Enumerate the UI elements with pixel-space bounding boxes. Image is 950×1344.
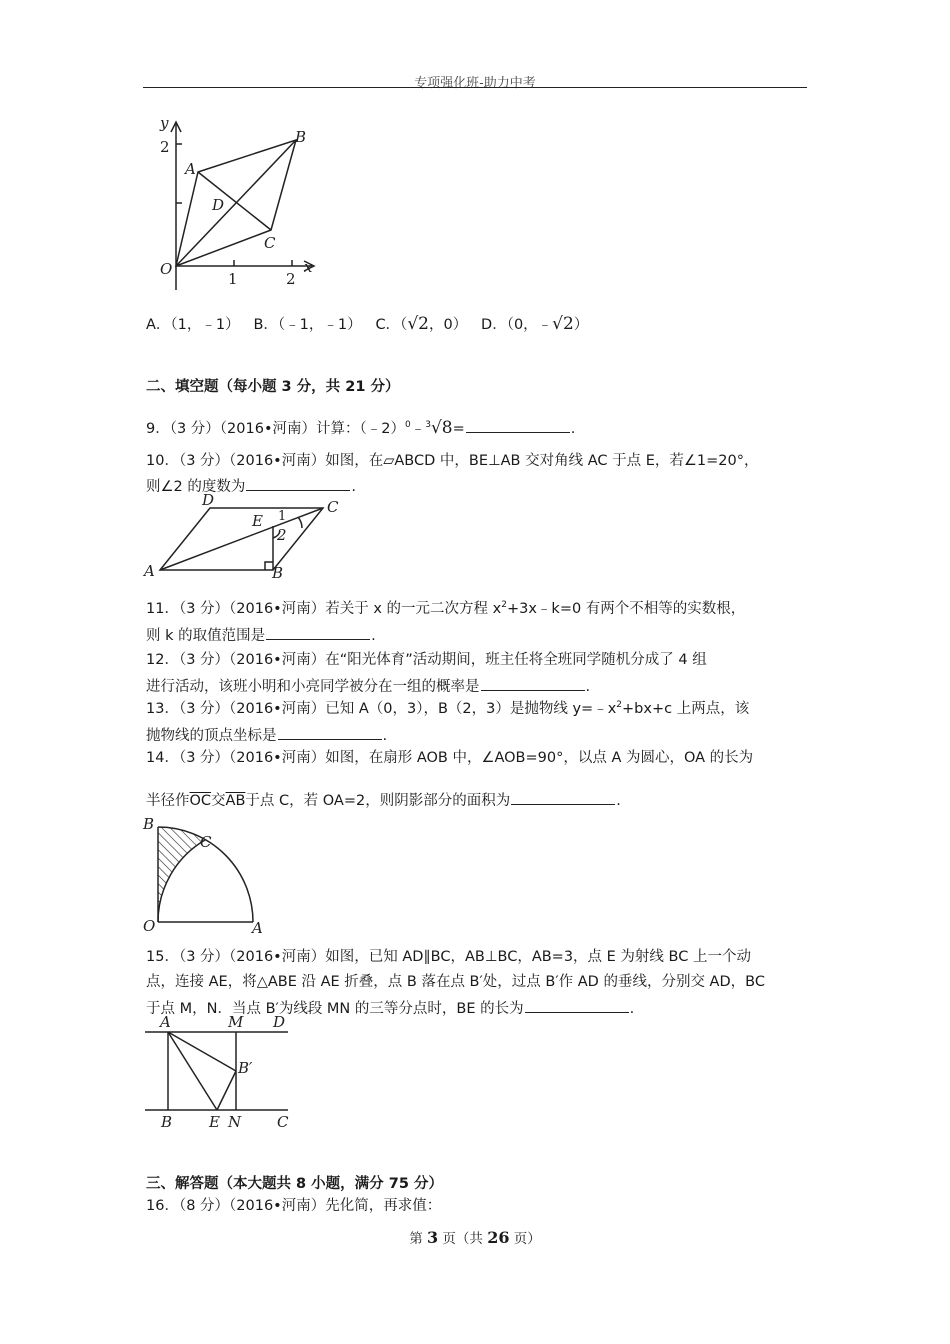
- footer-prefix: 第: [409, 1231, 427, 1247]
- q8-option-d-suffix: ）: [573, 317, 589, 333]
- page-footer: [0, 1227, 950, 1247]
- point-label-d: D: [212, 196, 225, 214]
- q9-answer-blank[interactable]: [466, 418, 570, 433]
- q9-equals: =: [452, 421, 465, 437]
- q13-end: .: [382, 728, 388, 744]
- label-e: E: [209, 1113, 220, 1131]
- q12-line-2: [146, 676, 590, 696]
- segment-ab-prime: [168, 1032, 236, 1071]
- label-o: O: [143, 917, 156, 935]
- q14-line-1: 14．（3 分）（2016•河南）如图，在扇形 AOB 中，∠AOB=90°，以点 A 为圆心，OA 的长为: [146, 750, 754, 766]
- x-tick-label-1: 1: [228, 270, 238, 288]
- segment-ae: [168, 1032, 217, 1110]
- q8-option-c-suffix: ，0）: [428, 317, 468, 333]
- q9-end: .: [570, 421, 576, 437]
- q13-line-2: [146, 725, 387, 745]
- label-b-prime: B′: [238, 1059, 253, 1077]
- point-label-a: A: [185, 160, 196, 178]
- label-d: D: [273, 1013, 286, 1031]
- q11-line-1-prefix: 11．（3 分）（2016•河南）若关于 x 的一元二次方程 x: [146, 601, 502, 617]
- q8-option-c-root: √2: [407, 314, 429, 334]
- label-b: B: [143, 815, 155, 833]
- x-tick-label-2: 2: [286, 270, 296, 288]
- footer-page-number: 3: [427, 1228, 439, 1247]
- q13-exponent: 2: [616, 700, 623, 710]
- shaded-region: [158, 827, 205, 922]
- page-header-title: 专项强化班-助力中考: [414, 76, 536, 91]
- q14-arc-oc: $\overline{OC}$: [189, 793, 212, 809]
- q8-option-c[interactable]: [375, 314, 468, 334]
- label-a: A: [144, 562, 155, 580]
- y-axis-label: y: [160, 114, 169, 132]
- footer-middle: 页（共: [438, 1231, 488, 1247]
- q9-minus: ﹣: [410, 421, 426, 437]
- q8-option-b[interactable]: B．（﹣1，﹣1）: [253, 317, 362, 333]
- q13-line-1-suffix: +bx+c 上两点，该: [622, 701, 750, 717]
- q12-line-2-prefix: 进行活动，该班小明和小亮同学被分在一组的概率是: [146, 679, 480, 695]
- point-label-c: C: [264, 234, 276, 252]
- section-3-title: 三、解答题（本大题共 8 小题，满分 75 分）: [146, 1176, 443, 1192]
- label-c: C: [327, 498, 339, 516]
- label-b: B: [161, 1113, 173, 1131]
- q11-answer-blank[interactable]: [266, 625, 370, 640]
- figure-q15-fold: [140, 1013, 300, 1133]
- q10-line-1: 10．（3 分）（2016•河南）如图，在▱ABCD 中，BE⊥AB 交对角线 AC 于点 E，若∠1=20°，: [146, 453, 759, 469]
- label-angle-2: 2: [277, 526, 287, 544]
- label-c: C: [200, 833, 212, 851]
- q14-line-2: [146, 790, 621, 810]
- label-d: D: [202, 491, 215, 509]
- q8-option-d-prefix: D．（0，﹣: [481, 317, 553, 333]
- figure-q14-sector: [140, 815, 270, 937]
- label-a: A: [252, 919, 263, 937]
- q11-exponent: 2: [501, 600, 507, 610]
- q10-answer-blank[interactable]: [246, 476, 350, 491]
- q8-option-d-root: √2: [552, 314, 574, 334]
- q14-arc-ab: $\overline{AB}$: [225, 793, 246, 809]
- q15-line-3-prefix: 于点 M，N．当点 B′为线段 MN 的三等分点时，BE 的长为: [146, 1001, 524, 1017]
- q14-line-2-a: 半径作: [146, 793, 190, 809]
- point-label-b: B: [295, 128, 307, 146]
- q9-root-index: 3: [425, 420, 431, 430]
- q10-end: .: [351, 479, 356, 495]
- q11-line-1: [146, 600, 745, 618]
- x-axis-label: x: [304, 258, 313, 276]
- q13-line-1: [146, 700, 749, 718]
- q13-line-2-prefix: 抛物线的顶点坐标是: [146, 728, 277, 744]
- q15-line-1: 15．（3 分）（2016•河南）如图，已知 AD∥BC，AB⊥BC，AB=3，点 E 为射线 BC 上一个动: [146, 949, 751, 965]
- q16-line: 16．（8 分）（2016•河南）先化简，再求值：: [146, 1198, 442, 1214]
- q15-answer-blank[interactable]: [525, 998, 629, 1013]
- origin-label: O: [160, 260, 173, 278]
- segment-b-prime-e: [217, 1071, 236, 1110]
- header-divider: [143, 87, 807, 88]
- q11-line-2: [146, 625, 376, 645]
- figure-q10-parallelogram: [140, 492, 350, 584]
- section-2-title: 二、填空题（每小题 3 分，共 21 分）: [146, 379, 400, 395]
- label-n: N: [228, 1113, 242, 1131]
- q12-answer-blank[interactable]: [481, 676, 585, 691]
- q13-line-1-prefix: 13．（3 分）（2016•河南）已知 A（0，3），B（2，3）是抛物线 y=﹣x: [146, 701, 617, 717]
- footer-total-pages: 26: [487, 1228, 510, 1247]
- angle-1-arc: [298, 517, 302, 528]
- q9-root: √8: [430, 418, 453, 438]
- label-c: C: [277, 1113, 289, 1131]
- q14-answer-blank[interactable]: [511, 790, 615, 805]
- q11-line-1-suffix: +3x﹣k=0 有两个不相等的实数根，: [506, 601, 746, 617]
- label-angle-1: 1: [278, 509, 287, 524]
- q9-exponent: 0: [405, 420, 411, 430]
- q14-line-2-c: 于点 C，若 OA=2，则阴影部分的面积为: [245, 793, 511, 809]
- q14-end: .: [616, 793, 621, 809]
- q9-line: [146, 418, 575, 438]
- diagonal-ac: [198, 172, 271, 230]
- figure-q8-coordinate-diagram: [140, 112, 330, 302]
- q13-answer-blank[interactable]: [278, 725, 382, 740]
- q12-end: .: [585, 679, 591, 695]
- q8-option-c-prefix: C．（: [375, 317, 408, 333]
- q9-prefix: 9．（3 分）（2016•河南）计算：（﹣2）: [146, 421, 405, 437]
- q15-line-2: 点，连接 AE，将△ABE 沿 AE 折叠，点 B 落在点 B′处，过点 B′作 AD 的垂线，分别交 AD，BC: [146, 974, 765, 990]
- label-a: A: [160, 1013, 171, 1031]
- footer-suffix: 页）: [509, 1231, 541, 1247]
- label-m: M: [228, 1013, 244, 1031]
- q8-option-a[interactable]: A．（1，﹣1）: [146, 317, 240, 333]
- q14-line-2-b: 交: [211, 793, 226, 809]
- q8-options: [146, 315, 588, 334]
- q11-end: .: [371, 628, 376, 644]
- q12-line-1: 12．（3 分）（2016•河南）在“阳光体育”活动期间，班主任将全班同学随机分成了 4 组: [146, 652, 707, 668]
- q10-line-2-prefix: 则∠2 的度数为: [146, 479, 246, 495]
- label-e: E: [252, 512, 263, 530]
- y-tick-label-2: 2: [160, 138, 170, 156]
- q11-line-2-prefix: 则 k 的取值范围是: [146, 628, 266, 644]
- label-b: B: [272, 564, 284, 582]
- q15-end: .: [629, 1001, 635, 1017]
- q8-option-d[interactable]: [481, 314, 589, 334]
